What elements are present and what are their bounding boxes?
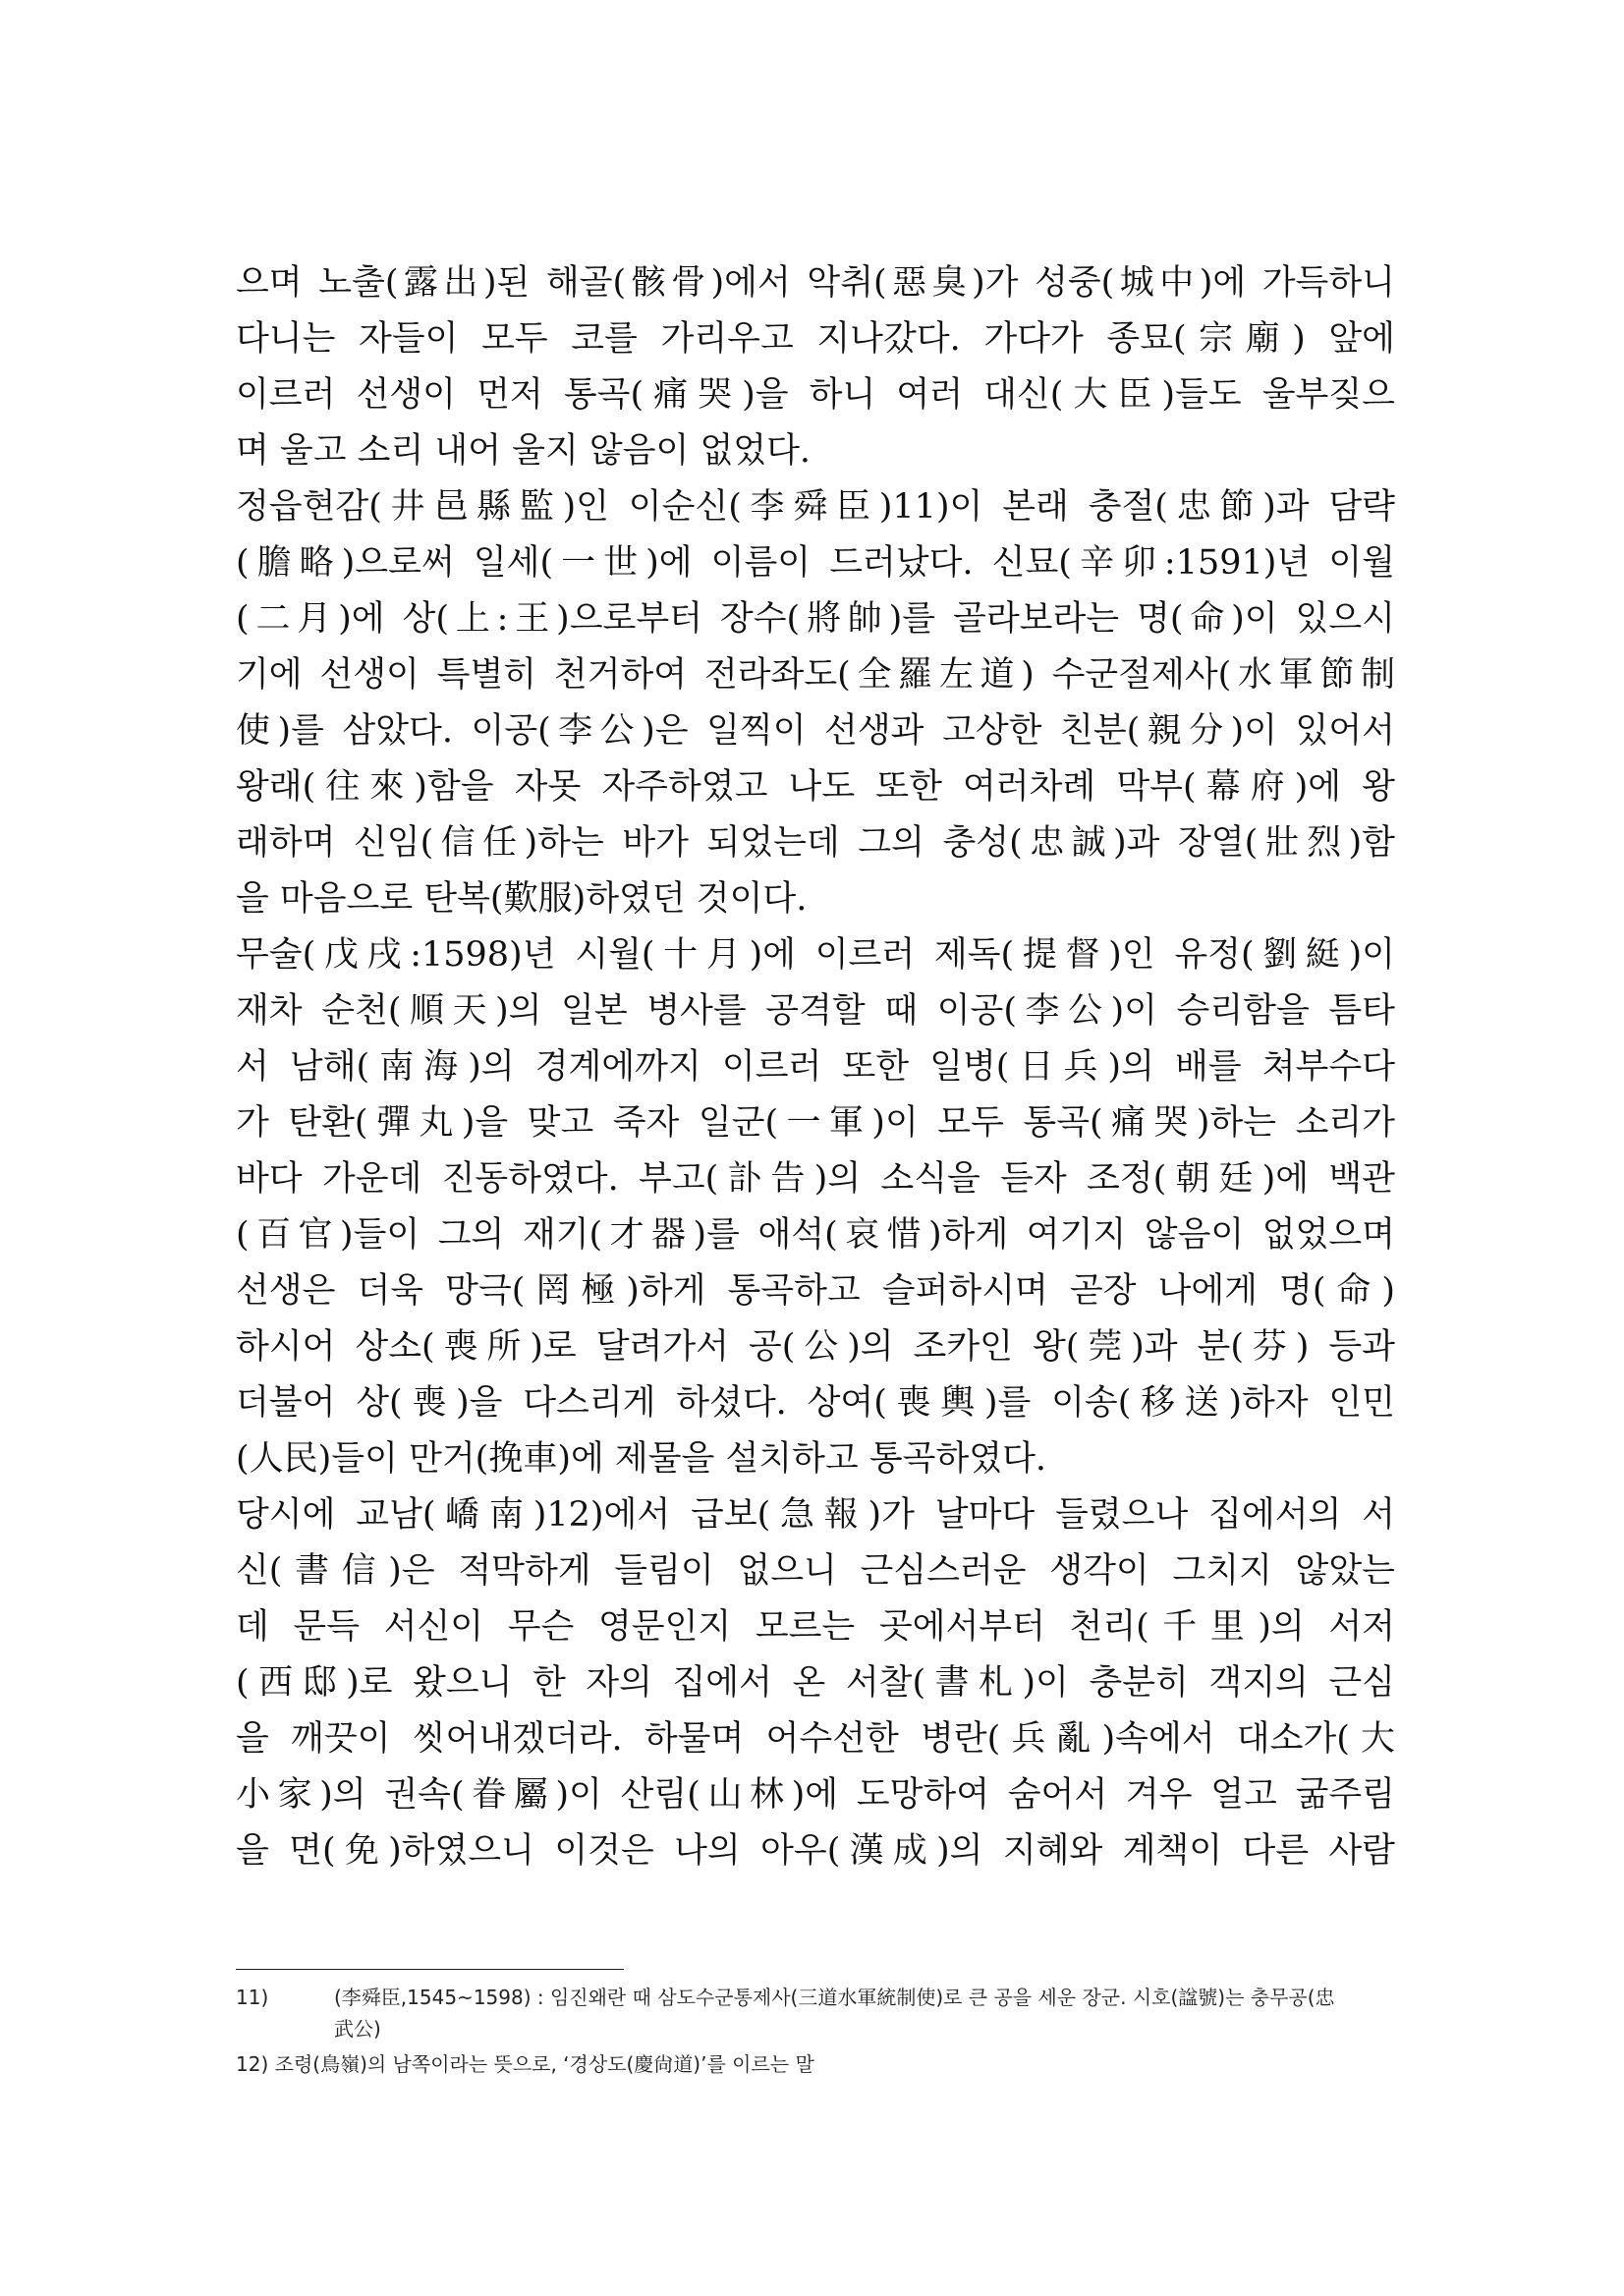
body-line: 가 탄환(彈丸)을 맞고 죽자 일군(一軍)이 모두 통곡(痛哭)하는 소리가 [236, 1103, 1395, 1143]
body-line: 데 문득 서신이 무슨 영문인지 모르는 곳에서부터 천리(千里)의 서저 [236, 1607, 1395, 1647]
footnote-text: (李舜臣,1545~1598) : 임진왜란 때 삼도수군통제사(三道水軍統制使)로 큰 공을 세운 장군. 시호(諡號)는 충무공(忠 [334, 1986, 1335, 2009]
body-line: 다니는 자들이 모두 코를 가리우고 지나갔다. 가다가 종묘(宗廟) 앞에 [236, 319, 1395, 359]
body-line: 정읍현감(井邑縣監)인 이순신(李舜臣)11)이 본래 충절(忠節)과 담략 [236, 487, 1395, 527]
body-line: 며 울고 소리 내어 울지 않음이 없었다. [236, 431, 812, 471]
body-line: (膽略)으로써 일세(一世)에 이름이 드러났다. 신묘(辛卯:1591)년 이월 [236, 543, 1395, 583]
body-line: 하시어 상소(喪所)로 달려가서 공(公)의 조카인 왕(莞)과 분(芬) 등과 [236, 1327, 1395, 1367]
footnote-11-continuation: 武公) [334, 2017, 381, 2041]
body-line: 더불어 상(喪)을 다스리게 하셨다. 상여(喪輿)를 이송(移送)하자 인민 [236, 1383, 1395, 1423]
body-line: 래하며 신임(信任)하는 바가 되었는데 그의 충성(忠誠)과 장열(壯烈)함 [236, 823, 1395, 863]
footnote-number: 11) [236, 1986, 269, 2009]
body-line: 을 깨끗이 씻어내겠더라. 하물며 어수선한 병란(兵亂)속에서 대소가(大 [236, 1719, 1395, 1759]
footnote-text: 조령(鳥嶺)의 남쪽이라는 뜻으로, ‘경상도(慶尙道)’를 이르는 말 [274, 2052, 814, 2076]
body-line: 서 남해(南海)의 경계에까지 이르러 또한 일병(日兵)의 배를 쳐부수다 [236, 1047, 1395, 1087]
body-line: 이르러 선생이 먼저 통곡(痛哭)을 하니 여러 대신(大臣)들도 울부짖으 [236, 375, 1395, 415]
body-line: 신(書信)은 적막하게 들림이 없으니 근심스러운 생각이 그치지 않았는 [236, 1551, 1395, 1591]
body-line: 당시에 교남(嶠南)12)에서 급보(急報)가 날마다 들렸으나 집에서의 서 [236, 1495, 1395, 1535]
body-line: 을 면(免)하였으니 이것은 나의 아우(漢成)의 지혜와 계책이 다른 사람 [236, 1831, 1395, 1871]
body-line: 을 마음으로 탄복(歎服)하였던 것이다. [236, 879, 808, 919]
body-line: 선생은 더욱 망극(罔極)하게 통곡하고 슬퍼하시며 곧장 나에게 명(命) [236, 1271, 1395, 1311]
footnote-11 [236, 1983, 1335, 2012]
body-line: 재차 순천(順天)의 일본 병사를 공격할 때 이공(李公)이 승리함을 틈타 [236, 991, 1395, 1031]
body-line: 으며 노출(露出)된 해골(骸骨)에서 악취(惡臭)가 성중(城中)에 가득하니 [236, 263, 1395, 303]
body-line: 기에 선생이 특별히 천거하여 전라좌도(全羅左道) 수군절제사(水軍節制 [236, 655, 1395, 695]
body-line: 무술(戊戌:1598)년 시월(十月)에 이르러 제독(提督)인 유정(劉綎)이 [236, 935, 1395, 975]
footnote-divider [236, 1969, 624, 1970]
body-line: 바다 가운데 진동하였다. 부고(訃告)의 소식을 듣자 조정(朝廷)에 백관 [236, 1159, 1395, 1199]
footnote-number: 12) [236, 2052, 269, 2076]
body-line: (百官)들이 그의 재기(才器)를 애석(哀惜)하게 여기지 않음이 없었으며 [236, 1215, 1395, 1255]
footnote-12 [236, 2049, 814, 2079]
body-line: 왕래(往來)함을 자못 자주하였고 나도 또한 여러차례 막부(幕府)에 왕 [236, 767, 1395, 807]
body-line: 小家)의 권속(眷屬)이 산림(山林)에 도망하여 숨어서 겨우 얼고 굶주림 [236, 1775, 1395, 1815]
body-line: (二月)에 상(上:王)으로부터 장수(將帥)를 골라보라는 명(命)이 있으시 [236, 599, 1395, 639]
body-line: (西邸)로 왔으니 한 자의 집에서 온 서찰(書札)이 충분히 객지의 근심 [236, 1663, 1395, 1703]
body-line: (人民)들이 만거(挽車)에 제물을 설치하고 통곡하였다. [236, 1439, 1047, 1479]
body-line: 使)를 삼았다. 이공(李公)은 일찍이 선생과 고상한 친분(親分)이 있어서 [236, 711, 1395, 751]
